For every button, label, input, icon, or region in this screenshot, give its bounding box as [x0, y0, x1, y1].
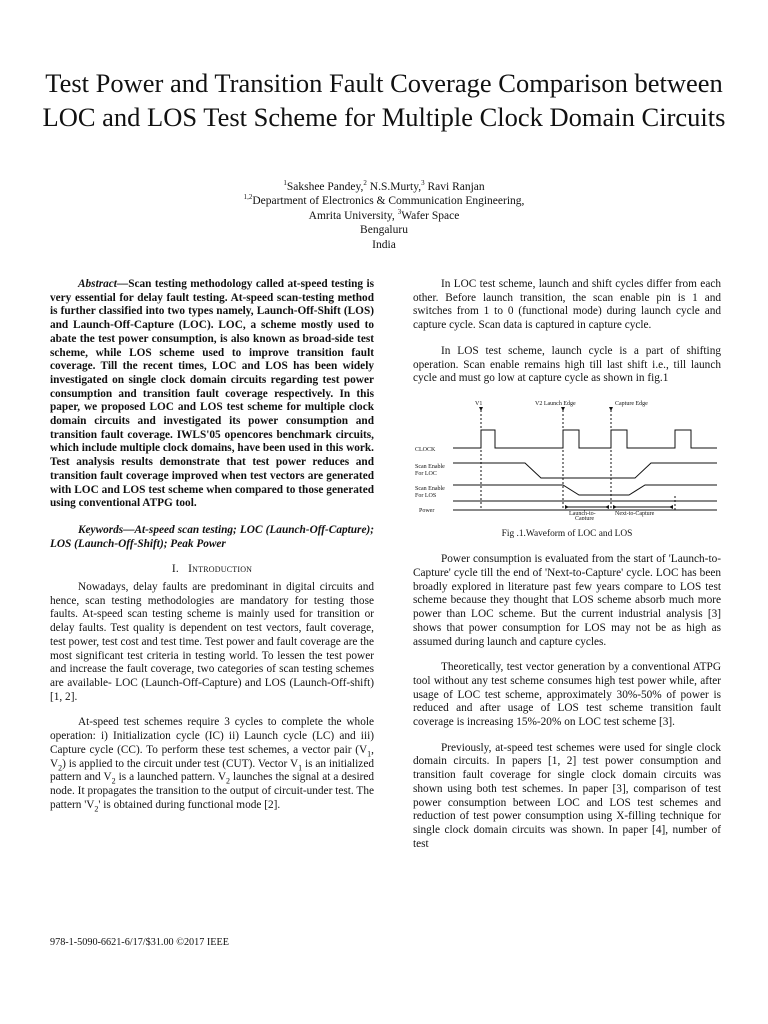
launch-to-capture-label-1: Launch-to-: [569, 510, 596, 517]
scan-enable-los-waveform: [453, 485, 717, 495]
atpg-paragraph: Theoretically, test vector generation by a conventional ATPG tool without any test scheme consumes high test power while, after usage of LOC test scheme, approximately 30%-50% of power is reduced and after usage of LOS test scheme transition fault coverage is increasing 15%-20% on LOC test scheme [3].: [413, 661, 721, 729]
waveform-figure: [413, 398, 721, 541]
keywords: Keywords—At-speed scan testing; LOC (Launch-Off-Capture); LOS (Launch-Off-Shift); Peak Power: [50, 523, 374, 550]
loc-paragraph: In LOC test scheme, launch and shift cycles differ from each other. Before launch transition, the scan enable pin is 1 and switches from 1 to 0 (functional mode) during launch cycle and capture cycle. Scan data is captured in capture cycle.: [413, 278, 721, 332]
intro-paragraph-2: At-speed test schemes require 3 cycles to complete the whole operation: i) Initialization cycle (IC) ii) Launch cycle (LC) and iii) Capture cycle (CC). To perform these test schemes, a vector pair ($V_1$, $V_2$) is applied to the circuit under test (CUT). Vector $V_1$ is an initialized pattern and $V_2$ is a launched pattern. $V_2$ launches the signal at a desired node. It propagates the transition to the output of circuit-under test. The pattern '$V_2$' is obtained during functional mode [2].: [50, 716, 375, 813]
author-dept: $^{1,2}$Department of Electronics & Communication Engineering,: [243, 193, 525, 208]
scan-enable-los-label-2: For LOS: [415, 492, 437, 499]
power-paragraph: Power consumption is evaluated from the start of 'Launch-to-Capture' cycle till the end of 'Next-to-Capture' cycle. LOC has been broadly explored in literature past few years compare to LOS test scheme because they thought that LOS scheme absorb much more power than LOC scheme. But the current industrial analysis [3] shows that power consumption for LOS may not be as high as assumed during launch and capture cycles.: [413, 553, 721, 648]
figure-caption: Fig .1.Waveform of LOC and LOS: [501, 528, 633, 539]
previous-work-paragraph: Previously, at-speed test schemes were used for single clock domain circuits. In papers [1, 2] test power consumption and transition fault coverage for single clock domain circuits was shown using both test schemes. In paper [3], comparison of test power consumption between LOC and LOS test schemes and reduction of test power consumption using X-filling technique for single clock domain circuits was shown. In paper [4], number of test: [413, 741, 721, 850]
left-column: [50, 278, 374, 812]
author-names: $^1$Sakshee Pandey,$^2$ N.S.Murty,$^3$ Ravi Ranjan: [283, 179, 485, 193]
scan-enable-loc-waveform: [453, 463, 717, 478]
waveform-diagram: [413, 398, 721, 520]
launch-to-capture-label-2: Capture: [575, 515, 594, 520]
right-column: [413, 278, 721, 851]
capture-edge-label: Capture Edge: [615, 400, 648, 407]
v2-launch-edge-label: V2 Launch Edge: [535, 400, 576, 407]
abstract: [50, 278, 374, 511]
los-paragraph: In LOS test scheme, launch cycle is a part of shifting operation. Scan enable remains high till last shift i.e., till launch cycle and must go low at capture cycle as shown in fig.1: [413, 344, 721, 385]
scan-enable-loc-label-2: For LOC: [415, 470, 437, 477]
scan-enable-los-label-1: Scan Enable: [415, 485, 445, 492]
power-label: Power: [419, 507, 435, 514]
intro-paragraph-1: Nowadays, delay faults are predominant in digital circuits and hence, scan testing methodologies are mandatory for testing those faults. At-speed scan testing scheme is mainly used for transition or delay faults. Test quality is dependent on test vectors, fault coverage, test power, test cost and test time. Test power and fault coverage are the most significant test criteria in testing world. To lessen the test power and increase the fault coverage, two categories of scan testing schemes are available- LOC (Launch-Off-Capture) and LOS (Launch-Off-shift) [1, 2].: [50, 581, 374, 703]
v1-label: V1: [475, 400, 483, 407]
author-block: [200, 180, 568, 252]
abstract-text: Scan testing methodology called at-speed testing is very essential for delay fault testing. At-speed scan-testing method is further classified into two types namely, Launch-Off-Shift (LOS) and Launch-Off-Capture (LOC). LOC, a scheme mostly used to abate the test power consumption, is also known as broad-side test scheme, while LOS scheme used to improve transition fault coverage. Till the recent times, LOC and LOS has been widely investigated on single clock domain circuits regarding test power consumption and transition fault coverage respectively. In this paper, we proposed LOC and LOS test scheme for multiple clock domain circuits and investigated its power consumption and transition fault coverage. IWLS'05 opencores benchmark circuits, which include multiple clock domains, have been used in this work. Test analysis results demonstrate that test power reduces and transition fault coverage improved when test vectors are generated with LOC and LOS test scheme when compared to those generated using conventional ATPG tool.: [50, 278, 374, 510]
author-univ: Amrita University, $^3$Wafer Space: [308, 207, 460, 222]
clock-label: CLOCK: [415, 446, 436, 453]
paper-title: Test Power and Transition Fault Coverage Comparison between LOC and LOS Test Scheme for Multiple Clock Domain Circuits: [42, 68, 726, 132]
section-heading: I. Introduction: [171, 563, 253, 576]
author-country: India: [372, 238, 396, 251]
copyright-footer: 978-1-5090-6621-6/17/$31.00 ©2017 IEEE: [50, 937, 229, 948]
author-city: Bengaluru: [360, 224, 408, 237]
clock-waveform: [453, 430, 717, 448]
next-to-capture-label: Next-to-Capture: [615, 510, 655, 517]
abstract-label: Abstract—: [78, 278, 129, 290]
scan-enable-loc-label-1: Scan Enable: [415, 463, 445, 470]
